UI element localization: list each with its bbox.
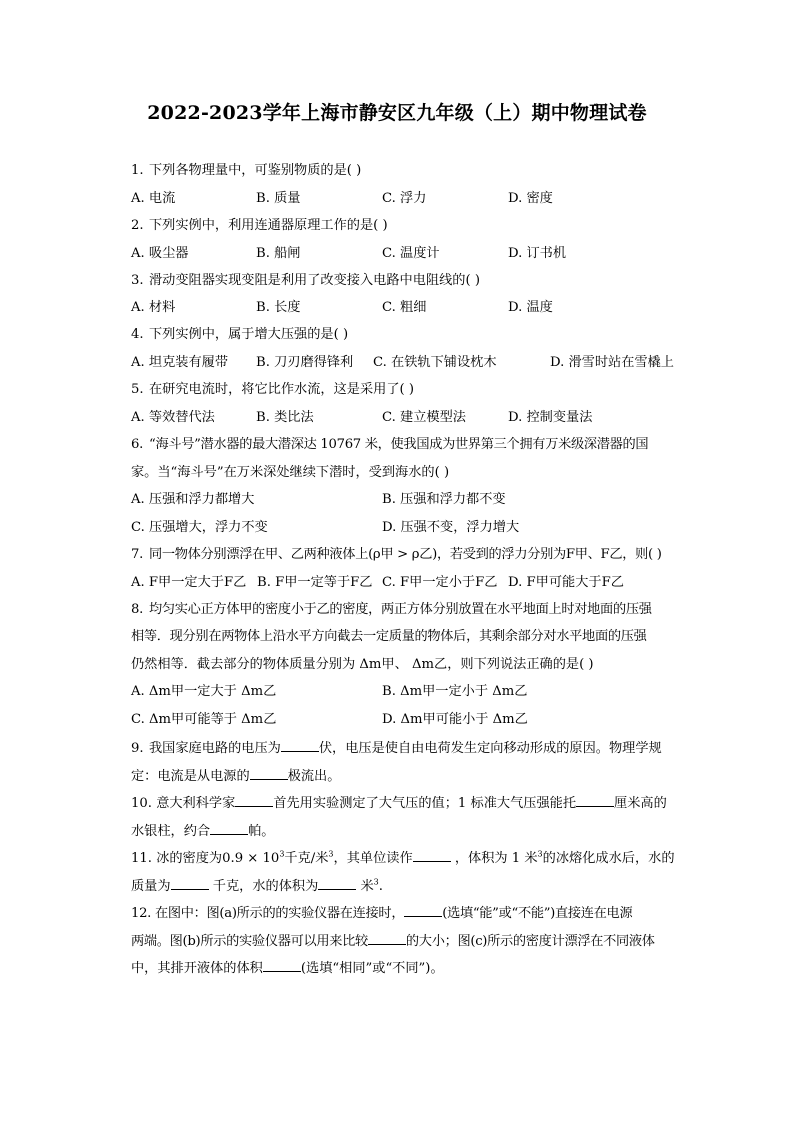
question-10 [131,793,691,813]
superscript: 3 [328,849,334,859]
question-5 [131,381,691,399]
option-d: D. 压强不变，浮力增大 [382,520,520,535]
superscript: 3 [279,849,285,859]
question-text: 千克/米 [284,851,329,866]
option-c: C. 在铁轨下铺设枕木 [373,355,497,370]
question-9 [131,738,691,758]
question-text: 质量为 [131,879,171,894]
question-text: 在研究电流时，将它比作水流，这是采用了( ) [149,382,415,397]
option-d: D. F甲可能大于F乙 [508,575,624,590]
question-text: (选填“相同”或“不同”)。 [300,961,444,976]
question-text: 米 [356,879,374,894]
question-text: 下列实例中，属于增大压强的是( ) [149,327,349,342]
question-text: 首先用实验测定了大气压的值；1 标准大气压强能托 [273,796,577,811]
question-6-line-2: 家。当“海斗号”在万米深处继续下潜时，受到海水的( ) [131,465,450,480]
option-a: A. Δm甲一定大于 Δm乙 [131,684,277,699]
question-8-line-3: 仍然相等．截去部分的物体质量分别为 Δm甲、 Δm乙，则下列说法正确的是( ) [131,657,594,672]
question-number: 7. [131,547,143,562]
answer-blank[interactable] [368,931,406,945]
question-11-line-2 [131,876,691,896]
question-text: 滑动变阻器实现变阻是利用了改变接入电路中电阻线的( ) [149,273,480,288]
option-a: A. 吸尘器 [131,246,189,261]
superscript: 3 [537,849,543,859]
question-2 [131,217,691,235]
question-number: 2. [131,218,144,233]
question-text: 下列各物理量中，可鉴别物质的是( ) [149,163,362,178]
question-4 [131,326,691,344]
question-6 [131,436,691,454]
question-text: (选填“能”或“不能”)直接连在电源 [442,906,633,921]
option-a: A. 材料 [131,300,176,315]
superscript: 3 [373,877,379,887]
question-number: 11. [131,851,152,866]
question-3 [131,272,691,290]
question-text: 厘米高的 [614,796,667,811]
question-10-line-2 [131,821,691,841]
option-b: B. 刀刃磨得锋利 [256,355,354,370]
option-a: A. 坦克装有履带 [131,355,229,370]
answer-blank[interactable] [171,876,209,890]
answer-blank[interactable] [413,848,451,862]
question-text: ，体积为 1 米 [450,851,538,866]
question-text: . [378,879,383,894]
question-text: 下列实例中，利用连通器原理工作的是( ) [149,218,388,233]
option-c: C. 粗细 [382,300,427,315]
option-c: C. 建立模型法 [382,410,466,425]
question-9-line-2 [131,766,691,786]
question-text: 的冰熔化成水后，水的 [542,851,675,866]
option-b: B. 船闸 [256,246,301,261]
question-text: 中，其排开液体的体积 [131,961,263,976]
question-7 [131,546,691,564]
question-number: 6. [131,437,143,452]
option-c: C. 温度计 [382,246,440,261]
question-text: “海斗号”潜水器的最大潜深达 10767 米，使我国成为世界第三个拥有万米级深潜器的国 [149,437,649,452]
question-text: 极流出。 [287,769,341,784]
option-c: C. 浮力 [382,191,427,206]
question-12-line-2 [131,931,691,951]
answer-blank[interactable] [235,793,273,807]
question-text: 的大小；图(c)所示的密度计漂浮在不同液体 [405,934,655,949]
question-text: 水银柱，约合 [131,824,211,839]
question-text: 伏，电压是使自由电荷发生定向移动形成的原因。物理学规 [318,741,662,756]
option-b: B. 类比法 [256,410,314,425]
question-8 [131,601,691,619]
question-text: 我国家庭电路的电压为 [149,741,281,756]
answer-blank[interactable] [318,876,356,890]
question-number: 3. [131,273,144,288]
question-number: 5. [131,382,144,397]
option-d: D. 订书机 [508,246,567,261]
option-d: D. 滑雪时站在雪橇上 [550,355,674,370]
option-a: A. F甲一定大于F乙 [131,575,247,590]
answer-blank[interactable] [404,903,442,917]
option-d: D. Δm甲可能小于 Δm乙 [382,712,528,727]
question-8-line-2: 相等．现分别在两物体上沿水平方向截去一定质量的物体后，其剩余部分对水平地面的压强 [131,629,647,644]
option-c: C. Δm甲可能等于 Δm乙 [131,712,277,727]
question-text: 意大利科学家 [156,796,236,811]
answer-blank[interactable] [263,958,301,972]
answer-blank[interactable] [576,793,614,807]
question-text: 同一物体分别漂浮在甲、乙两种液体上(ρ甲 > ρ乙)，若受到的浮力分别为F甲、F乙，则( ) [149,547,662,562]
question-number: 4. [131,327,144,342]
question-text: 定：电流是从电源的 [131,769,250,784]
question-number: 12. [131,906,152,921]
page-title: 2022-2023学年上海市静安区九年级（上）期中物理试卷 [147,102,647,124]
question-12-line-3 [131,958,691,978]
question-number: 1. [131,163,144,178]
question-number: 9. [131,741,144,756]
question-text: 在图中：图(a)所示的的实验仪器在连接时， [154,906,405,921]
question-1 [131,162,691,180]
question-text: 两端。图(b)所示的实验仪器可以用来比较 [131,934,368,949]
question-number: 8. [131,602,143,617]
question-text: 帕。 [248,824,275,839]
option-d: D. 控制变量法 [508,410,593,425]
option-b: B. 质量 [256,191,301,206]
answer-blank[interactable] [281,738,319,752]
option-b: B. 压强和浮力都不变 [382,492,506,507]
option-a: A. 电流 [131,191,176,206]
question-12 [131,903,691,923]
question-11 [131,848,691,868]
option-d: D. 温度 [508,300,553,315]
option-b: B. Δm甲一定小于 Δm乙 [382,684,528,699]
option-b: B. F甲一定等于F乙 [257,575,373,590]
option-c: C. F甲一定小于F乙 [382,575,498,590]
question-text: 均匀实心正方体甲的密度小于乙的密度，两正方体分别放置在水平地面上时对地面的压强 [149,602,652,617]
option-a: A. 等效替代法 [131,410,215,425]
option-d: D. 密度 [508,191,553,206]
option-a: A. 压强和浮力都增大 [131,492,255,507]
option-b: B. 长度 [256,300,301,315]
question-text: 千克，水的体积为 [208,879,319,894]
question-text: 冰的密度为0.9 × 10 [156,851,280,866]
question-text: ，其单位读作 [333,851,413,866]
answer-blank[interactable] [250,766,288,780]
answer-blank[interactable] [210,821,248,835]
question-number: 10. [131,796,152,811]
option-c: C. 压强增大，浮力不变 [131,520,268,535]
